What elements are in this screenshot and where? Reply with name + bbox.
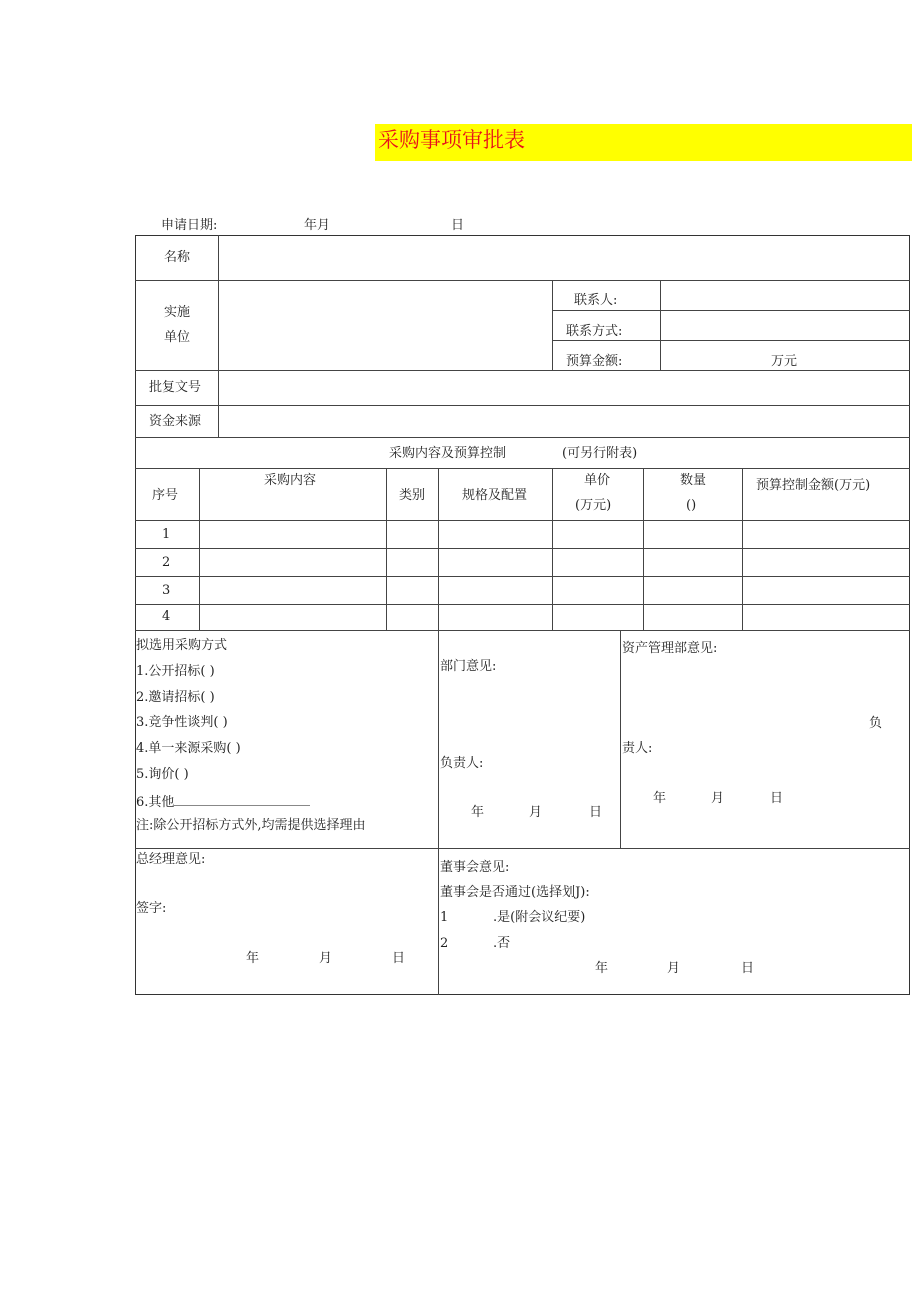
rule xyxy=(199,468,200,630)
rule xyxy=(135,468,910,469)
col-unit-price: 单价 xyxy=(584,473,611,488)
rule xyxy=(218,235,219,437)
methods-heading: 拟选用采购方式 xyxy=(136,638,228,653)
method-other xyxy=(136,793,310,809)
rule xyxy=(135,848,910,849)
dept-year: 年 xyxy=(471,805,485,820)
board-month: 月 xyxy=(667,961,681,976)
col-qty: 数量 xyxy=(680,473,707,488)
method-item: 4.单一来源采购( ) xyxy=(136,741,241,756)
rule xyxy=(643,468,644,630)
approval-no-label: 批复文号 xyxy=(149,380,202,395)
asset-month: 月 xyxy=(711,791,725,806)
unit-label: 单位 xyxy=(164,330,191,345)
rule xyxy=(660,280,661,370)
date-label: 申请日期: xyxy=(161,218,218,233)
date-day: 日 xyxy=(451,218,465,233)
col-seq: 序号 xyxy=(152,488,179,503)
method-item: 2.邀请招标( ) xyxy=(136,690,215,705)
row-number: 1 xyxy=(162,527,171,542)
asset-opinion-label: 资产管理部意见: xyxy=(622,641,718,656)
row-number: 3 xyxy=(162,583,171,598)
gm-sign-label: 签字: xyxy=(136,901,167,916)
unit-label: 实施 xyxy=(164,305,191,320)
rule xyxy=(620,630,621,848)
board-year: 年 xyxy=(595,961,609,976)
approval-form-table xyxy=(135,235,910,995)
rule xyxy=(135,604,910,605)
board-option-no: .否 xyxy=(493,936,511,951)
rule xyxy=(135,630,910,631)
dept-signer-label: 负责人: xyxy=(440,756,484,771)
gm-opinion-label: 总经理意见: xyxy=(136,852,206,867)
rule xyxy=(742,468,743,630)
board-question: 董事会是否通过(选择划J): xyxy=(440,885,590,900)
col-category: 类别 xyxy=(399,488,426,503)
page-title: 采购事项审批表 xyxy=(378,128,525,152)
col-budget-amount: 预算控制金额(万元) xyxy=(756,478,871,493)
section-title: 采购内容及预算控制 xyxy=(389,446,507,461)
name-label: 名称 xyxy=(164,250,191,265)
rule xyxy=(552,280,553,370)
budget-unit: 万元 xyxy=(771,354,798,369)
other-blank-line xyxy=(174,793,310,806)
method-item: 5.询价( ) xyxy=(136,767,189,782)
rule xyxy=(135,437,910,438)
budget-label: 预算金额: xyxy=(566,354,623,369)
methods-note: 注:除公开招标方式外,均需提供选择理由 xyxy=(136,818,366,833)
asset-year: 年 xyxy=(653,791,667,806)
gm-year: 年 xyxy=(246,951,260,966)
section-note: (可另行附表) xyxy=(562,446,638,461)
rule xyxy=(438,468,439,995)
method-item: 3.竞争性谈判( ) xyxy=(136,715,228,730)
rule xyxy=(135,576,910,577)
col-qty-unit: () xyxy=(686,498,697,513)
date-year-month: 年月 xyxy=(304,218,331,233)
method-item: 1.公开招标( ) xyxy=(136,664,215,679)
asset-signer-label: 负 xyxy=(869,716,883,731)
board-option-yes: .是(附会议纪要) xyxy=(493,910,586,925)
rule xyxy=(135,280,910,281)
board-day: 日 xyxy=(741,961,755,976)
col-spec: 规格及配置 xyxy=(462,488,528,503)
fund-source-label: 资金来源 xyxy=(149,414,202,429)
gm-month: 月 xyxy=(319,951,333,966)
rule xyxy=(135,548,910,549)
row-number: 2 xyxy=(162,555,171,570)
asset-signer-label: 责人: xyxy=(622,741,653,756)
contact-method-label: 联系方式: xyxy=(566,324,623,339)
rule xyxy=(135,405,910,406)
dept-month: 月 xyxy=(529,805,543,820)
dept-day: 日 xyxy=(589,805,603,820)
rule xyxy=(135,370,910,371)
board-opinion-label: 董事会意见: xyxy=(440,860,510,875)
contact-label: 联系人: xyxy=(574,293,618,308)
col-content: 采购内容 xyxy=(264,473,317,488)
rule xyxy=(552,468,553,630)
rule xyxy=(386,468,387,630)
rule xyxy=(552,310,910,311)
gm-day: 日 xyxy=(392,951,406,966)
rule xyxy=(552,340,910,341)
row-number: 4 xyxy=(162,609,171,624)
method-other-label: 6.其他 xyxy=(136,795,175,810)
col-unit-price-unit: (万元) xyxy=(575,498,612,513)
board-option-number: 2 xyxy=(440,936,449,951)
dept-opinion-label: 部门意见: xyxy=(440,659,497,674)
board-option-number: 1 xyxy=(440,910,449,925)
asset-day: 日 xyxy=(770,791,784,806)
rule xyxy=(135,520,910,521)
